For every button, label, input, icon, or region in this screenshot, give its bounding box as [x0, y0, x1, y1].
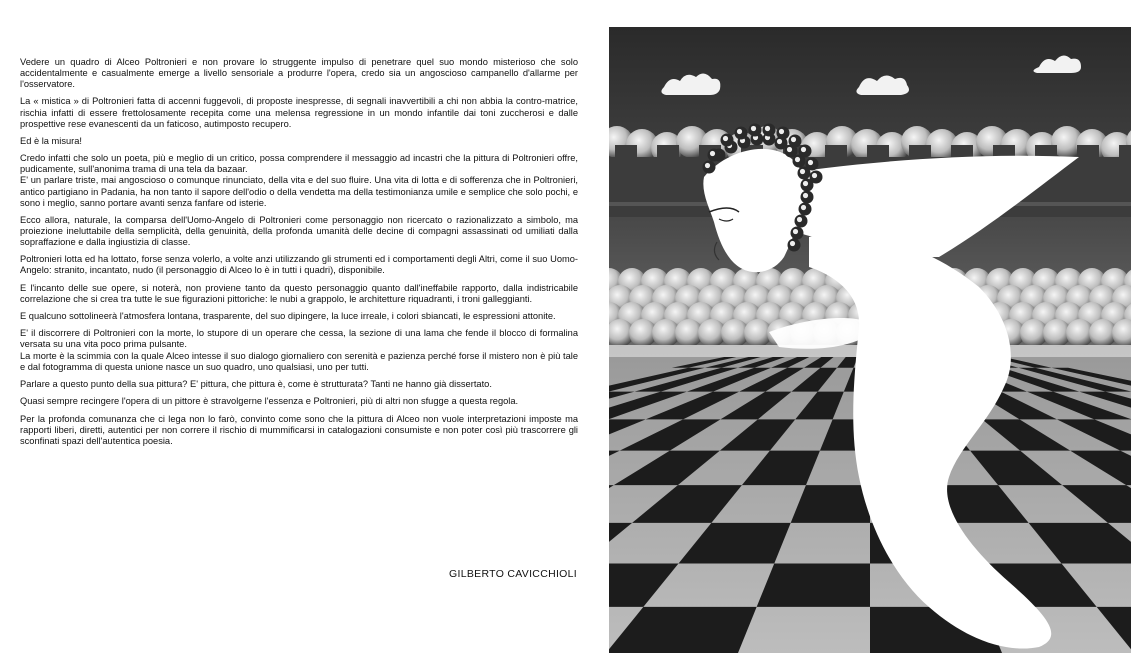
article-body	[20, 57, 578, 453]
article-paragraph: Vedere un quadro di Alceo Poltronieri e non provare lo struggente impulso di penetrare quel suo mondo misterioso che solo accidentalmente e casualmente emerge a livello sensoriale a produrre l'opera, credo sia un angoscioso campanello d'allarme per l'osservatore.	[20, 57, 578, 90]
article-paragraph: E qualcuno sottolineerà l'atmosfera lontana, trasparente, del suo dipingere, la luce irreale, i colori sbiancati, le espressioni attonite.	[20, 311, 556, 322]
article-paragraph: Per la profonda comunanza che ci lega non lo farò, convinto come sono che la pittura di Alceo non vuole interpretazioni imposte ma rapporti liberi, diretti, autentici per non correre il rischio di mummificarsi in catalogazioni consumiste e non poter così più trascorrere gli sconfinati spazi dell'autentica poesia.	[20, 413, 578, 446]
article-paragraph: E' il discorrere di Poltronieri con la morte, lo stupore di un operare che cessa, la sezione di una lama che fende il blocco di formalina versata su una vita poco prima pulsante.	[20, 328, 578, 350]
article-paragraph: Ed è la misura!	[20, 135, 83, 146]
article-paragraph: E l'incanto delle sue opere, si noterà, non proviene tanto da questo personaggio quanto dall'ineffabile rapporto, dalla indistricabile correlazione che si crea tra tutte le sue figurazioni pittoriche: le nubi a grappolo, le architetture riquadranti, i troni galleggianti.	[20, 282, 578, 304]
article-paragraph: Poltronieri lotta ed ha lottato, forse senza volerlo, a volte anzi utilizzando gli strumenti ed i comportamenti degli Altri, come il suo Uomo-Angelo: stranito, incantato, nudo (il personaggio di Alceo lo è in tutti i quadri), disponibile.	[20, 254, 578, 276]
painting-illustration	[609, 27, 1131, 653]
article-paragraph: Quasi sempre recingere l'opera di un pittore è stravolgerne l'essenza e Poltronieri, più di altri non sfugge a questa regola.	[20, 396, 519, 407]
article-paragraph: Parlare a questo punto della sua pittura? E' pittura, che pittura è, come è strutturata? Tanti ne hanno già dissertato.	[20, 378, 492, 389]
article-paragraph: La « mistica » di Poltronieri fatta di accenni fuggevoli, di proposte inespresse, di segnali inavvertibili a chi non abbia la contro-matrice, rischia infatti di essere frettolosamente recepita come una melensa regressione in un mondo infantile dai toni zuccherosi e dalle prospettive rese evanescenti da un faticoso, autimposto recupero.	[20, 96, 578, 129]
author-signature: GILBERTO CAVICCHIOLI	[449, 568, 577, 580]
article-paragraph: La morte è la scimmia con la quale Alceo intesse il suo dialogo giornaliero con serenità e pazienza perché forse il mistero non è più tale e dal fotogramma di questa unione nasce un suo quadro, uno qualsiasi, uno per tutti.	[20, 350, 578, 372]
article-paragraph: Credo infatti che solo un poeta, più e meglio di un critico, possa comprendere il messaggio ad incastri che la pittura di Poltronieri offre, pudicamente, sull'anonima trama di una tela da bazaar.	[20, 153, 578, 175]
article-paragraph: Ecco allora, naturale, la comparsa dell'Uomo-Angelo di Poltronieri come personaggio non ricercato o razionalizzato a simbolo, ma proiezione ineluttabile della semplicità, della genuinità, della profonda umanità delle decine di compagni assassinati od umiliati dalla sopraffazione e dalla ingiustizia di classe.	[20, 214, 578, 248]
article-paragraph: E' un parlare triste, mai angoscioso o comunque rinunciato, della vita e del suo fluire. Una vita di lotta e di sofferenza che in Poltronieri, antico partigiano in Padania, ha non tanto il sapore dell'odio o della vendetta ma della testimonianza umile e semplice che solo pochi, e sono i meglio, sanno portare avanti senza fanfare od isterie.	[20, 175, 578, 208]
